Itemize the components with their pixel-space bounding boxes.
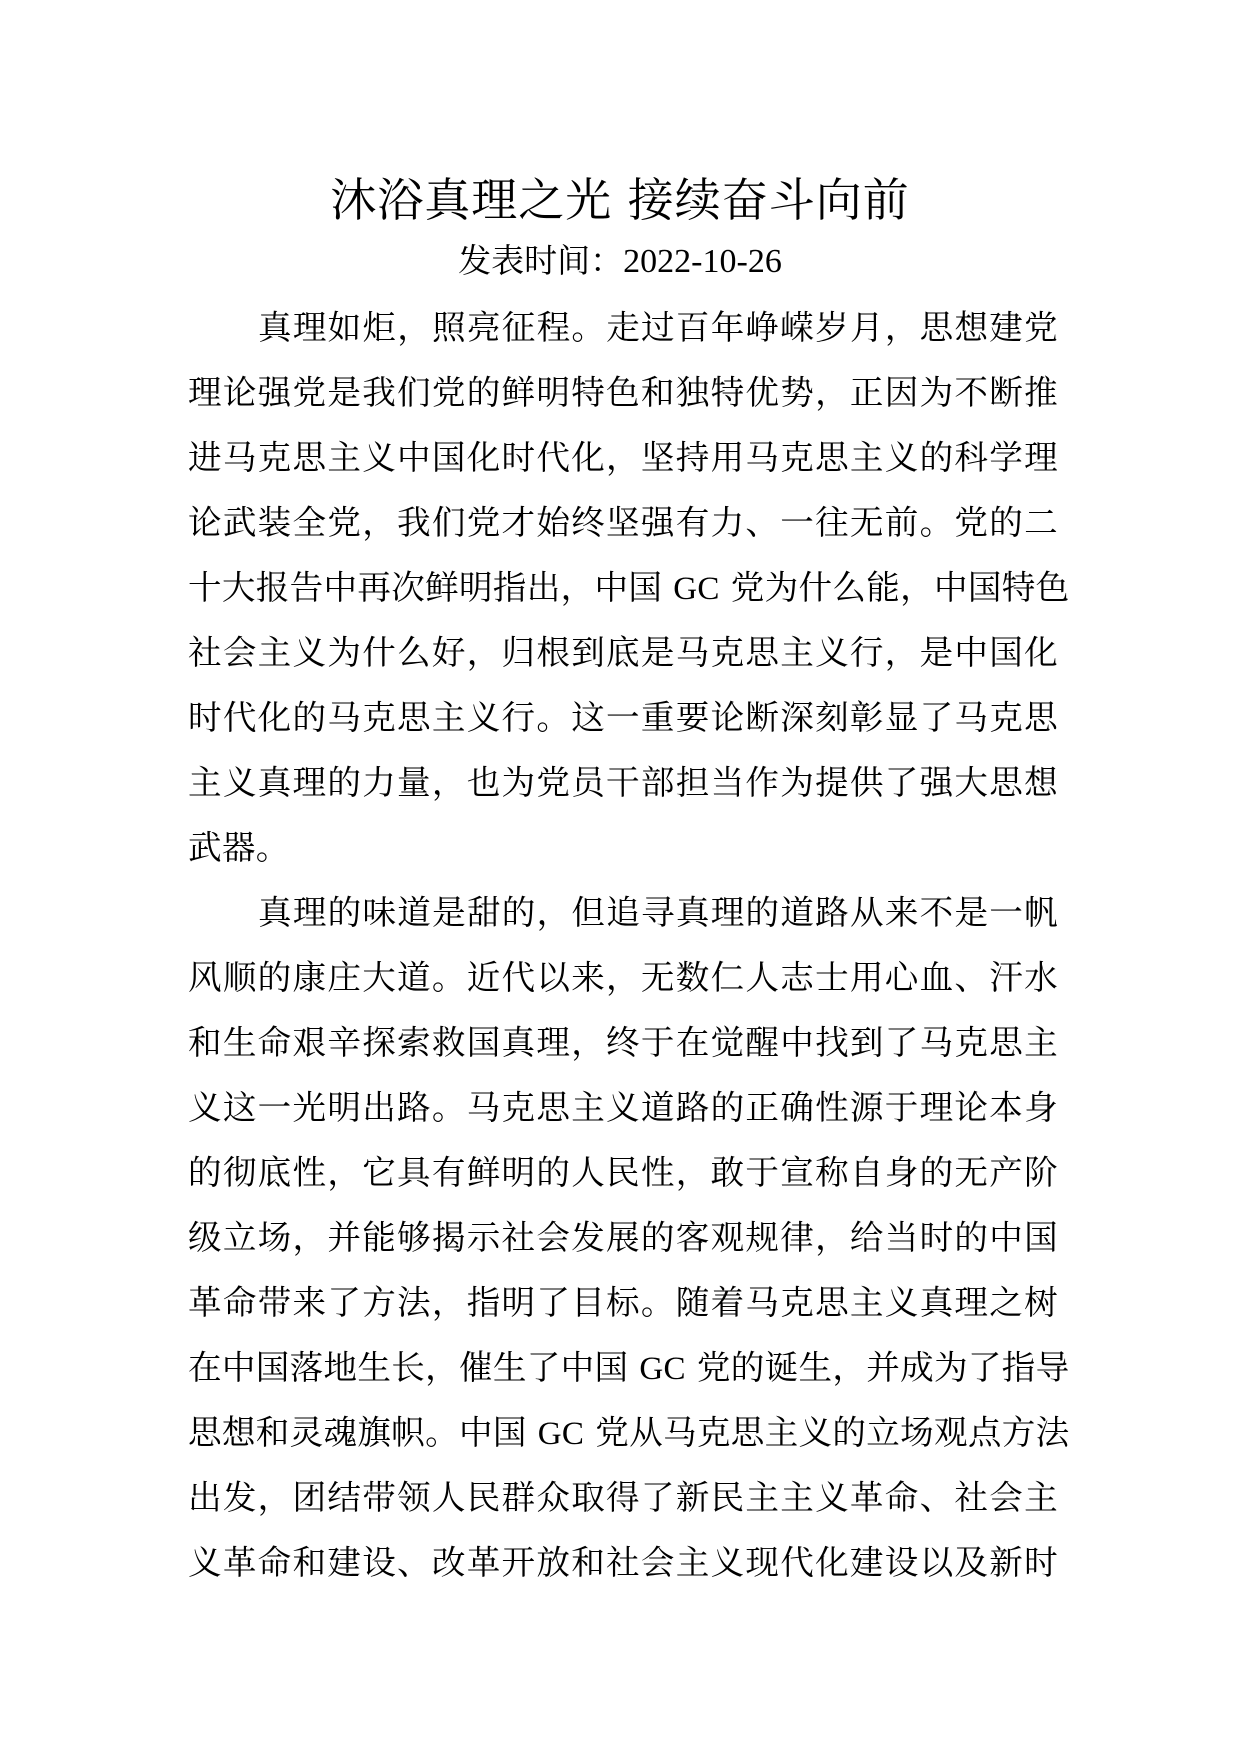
- text-line: 义革命和建设、改革开放和社会主义现代化建设以及新时: [188, 1543, 1058, 1582]
- text-line: 主义真理的力量，也为党员干部担当作为提供了强大思想: [188, 763, 1058, 802]
- text-line: 进马克思主义中国化时代化，坚持用马克思主义的科学理: [188, 438, 1058, 477]
- text-line: 理论强党是我们党的鲜明特色和独特优势，正因为不断推: [188, 373, 1058, 412]
- text-line: 真理如炬，照亮征程。走过百年峥嵘岁月，思想建党: [258, 308, 1058, 347]
- text-line: 风顺的康庄大道。近代以来，无数仁人志士用心血、汗水: [188, 958, 1058, 997]
- text-line: 的彻底性，它具有鲜明的人民性，敢于宣称自身的无产阶: [188, 1153, 1058, 1192]
- text-line: 十大报告中再次鲜明指出，中国 GC 党为什么能，中国特色: [188, 568, 1070, 607]
- paragraph-2: [188, 880, 1070, 1595]
- document-title: 沐浴真理之光 接续奋斗向前: [330, 173, 910, 227]
- text-line: 思想和灵魂旗帜。中国 GC 党从马克思主义的立场观点方法: [188, 1413, 1070, 1452]
- text-line: 出发，团结带领人民群众取得了新民主主义革命、社会主: [188, 1478, 1058, 1517]
- publish-date: [0, 238, 1240, 285]
- text-line: 武器。: [188, 828, 290, 867]
- text-line: 真理的味道是甜的，但追寻真理的道路从来不是一帆: [258, 893, 1058, 932]
- publish-date-label: 发表时间：: [458, 241, 624, 280]
- publish-date-value: 2022-10-26: [623, 243, 782, 280]
- text-line: 时代化的马克思主义行。这一重要论断深刻彰显了马克思: [188, 698, 1058, 737]
- text-line: 社会主义为什么好，归根到底是马克思主义行，是中国化: [188, 633, 1058, 672]
- paragraph-1: [188, 295, 1070, 880]
- article-body: [188, 295, 1070, 1595]
- text-line: 义这一光明出路。马克思主义道路的正确性源于理论本身: [188, 1088, 1058, 1127]
- text-line: 和生命艰辛探索救国真理，终于在觉醒中找到了马克思主: [188, 1023, 1058, 1062]
- text-line: 论武装全党，我们党才始终坚强有力、一往无前。党的二: [188, 503, 1058, 542]
- text-line: 在中国落地生长，催生了中国 GC 党的诞生，并成为了指导: [188, 1348, 1070, 1387]
- text-line: 级立场，并能够揭示社会发展的客观规律，给当时的中国: [188, 1218, 1058, 1257]
- text-line: 革命带来了方法，指明了目标。随着马克思主义真理之树: [188, 1283, 1058, 1322]
